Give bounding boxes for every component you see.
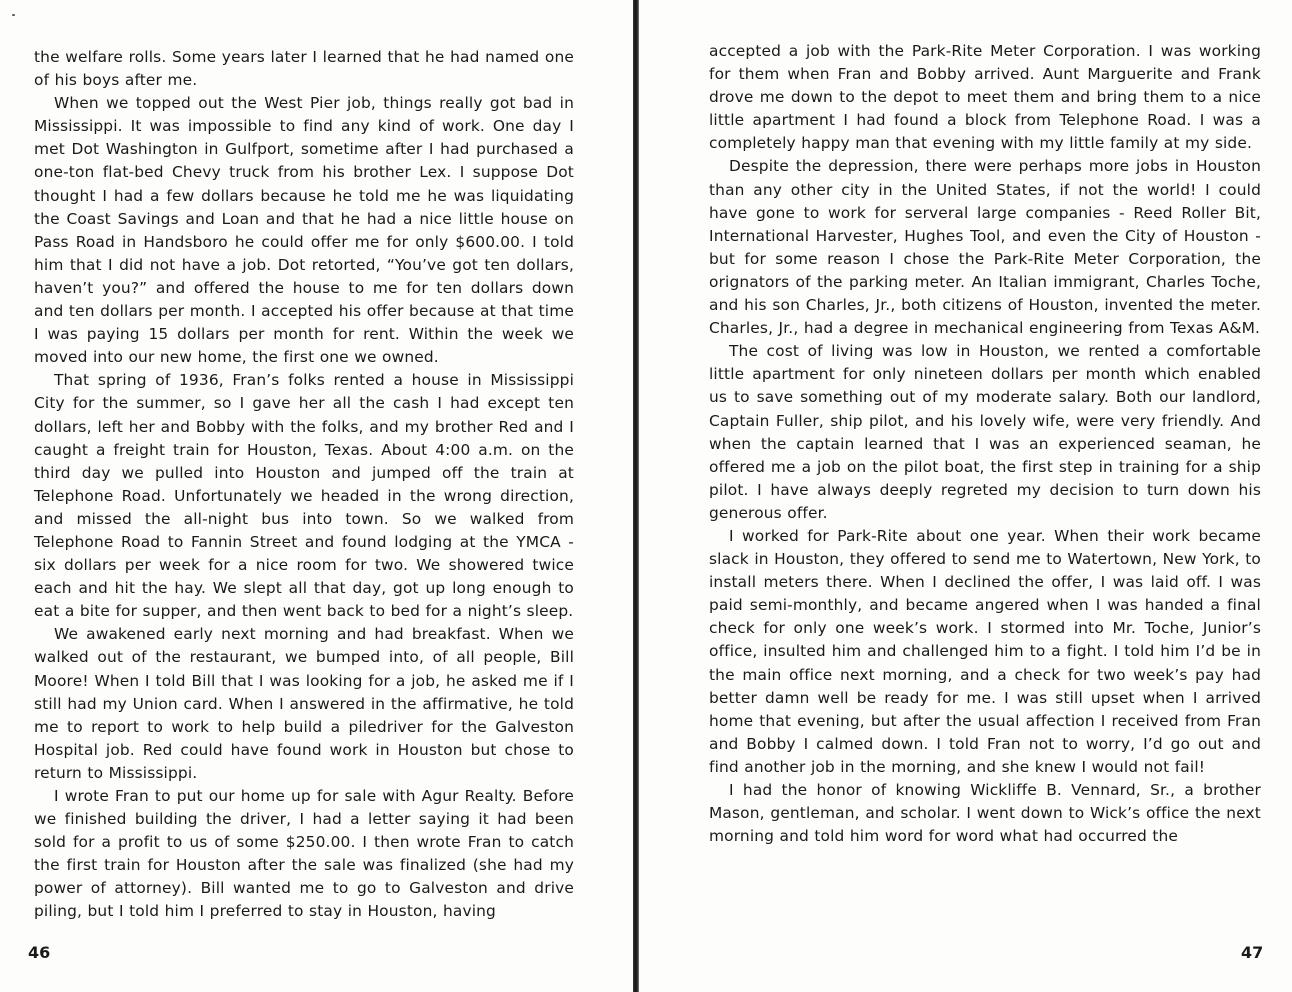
right-page [639, 0, 1292, 992]
scan-speck [12, 14, 15, 16]
paragraph: We awakened early next morning and had breakfast. When we walked out of the restaurant, we bumped into, of all people, Bill Moore! When I told Bill that I was looking for a job, he asked me if I still had my Union card. When I answered in the affirmative, he told me to report to work to help build a piledriver for the Galveston Hospital job. Red could have found work in Houston but chose to return to Mississippi. [34, 625, 574, 782]
paragraph: That spring of 1936, Fran’s folks rented a house in Mississippi City for the summer, so I gave her all the cash I had except ten dollars, left her and Bobby with the folks, and my brother Red and I caught a freight train for Houston, Texas. About 4:00 a.m. on the third day we pulled into Houston and jumped off the train at Telephone Road. Unfortunately we headed in the wrong direction, and missed the all-night bus into town. So we walked from Telephone Road to Fannin Street and found lodging at the YMCA - six dollars per week for a nice room for two. We showered twice each and hit the hay. We slept all that day, got up long enough to eat a bite for supper, and then went back to bed for a night’s sleep. [34, 371, 574, 621]
paragraph: I worked for Park-Rite about one year. When their work became slack in Houston, they offered to send me to Watertown, New York, to install meters there. When I declined the offer, I was laid off. I was paid semi-monthly, and became angered when I was handed a final check for only one week’s work. I stormed into Mr. Toche, Junior’s office, insulted him and challenged him to a fight. I told him I’d be in the main office next morning, and a check for two week’s pay had better damn well be ready for me. I was still upset when I arrived home that evening, but after the usual affection I received from Fran and Bobby I calmed down. I told Fran not to worry, I’d go out and find another job in the morning, and she knew I would not fail! [709, 526, 1261, 776]
paragraph: Despite the depression, there were perhaps more jobs in Houston than any other city in the United States, if not the world! I could have gone to work for serveral large companies - Reed Roller Bit, International Harvester, Hughes Tool, and even the City of Houston - but for some reason I chose the Park-Rite Meter Corporation, the orignators of the parking meter. An Italian immigrant, Charles Toche, and his son Charles, Jr., both citizens of Houston, invented the meter. Charles, Jr., had a degree in mechanical engineering from Texas A&M. [709, 157, 1261, 338]
page-number-left: 46 [28, 943, 51, 962]
page-number-right: 47 [1241, 943, 1264, 962]
left-page [0, 0, 633, 992]
left-page-text [34, 46, 574, 924]
paragraph: I wrote Fran to put our home up for sale with Agur Realty. Before we finished building the driver, I had a letter saying it had been sold for a profit to us of some $250.00. I then wrote Fran to catch the first train for Houston after the sale was finalized (she had my power of attorney). Bill wanted me to go to Galveston and drive piling, but I told him I preferred to stay in Houston, having [34, 787, 574, 921]
paragraph: the welfare rolls. Some years later I learned that he had named one of his boys after me. [34, 48, 574, 90]
paragraph: The cost of living was low in Houston, we rented a comfortable little apartment for only nineteen dollars per month which enabled us to save something out of my moderate salary. Both our landlord, Captain Fuller, ship pilot, and his lovely wife, were very friendly. And when the captain learned that I was an experienced seaman, he offered me a job on the pilot boat, the first step in training for a ship pilot. I have always deeply regreted my decision to turn down his generous offer. [709, 342, 1261, 522]
paragraph: When we topped out the West Pier job, things really got bad in Mississippi. It was impossible to find any kind of work. One day I met Dot Washington in Gulfport, sometime after I had purchased a one-ton flat-bed Chevy truck from his brother Lex. I suppose Dot thought I had a few dollars because he told me he was liquidating the Coast Savings and Loan and that he had a nice little house on Pass Road in Handsboro he could offer me for only $600.00. I told him that I did not have a job. Dot retorted, “You’ve got ten dollars, haven’t you?” and offered the house to me for ten dollars down and ten dollars per month. I accepted his offer because at that time I was paying 15 dollars per month for rent. Within the week we moved into our new home, the first one we owned. [34, 94, 574, 367]
right-page-text [709, 40, 1261, 848]
paragraph: accepted a job with the Park-Rite Meter Corporation. I was working for them when Fran and Bobby arrived. Aunt Marguerite and Frank drove me down to the depot to meet them and bring them to a nice little apartment I had found a block from Telephone Road. I was a completely happy man that evening with my little family at my side. [709, 42, 1261, 153]
paragraph: I had the honor of knowing Wickliffe B. Vennard, Sr., a brother Mason, gentleman, and scholar. I went down to Wick’s office the next morning and told him word for word what had occurred the [709, 781, 1261, 846]
